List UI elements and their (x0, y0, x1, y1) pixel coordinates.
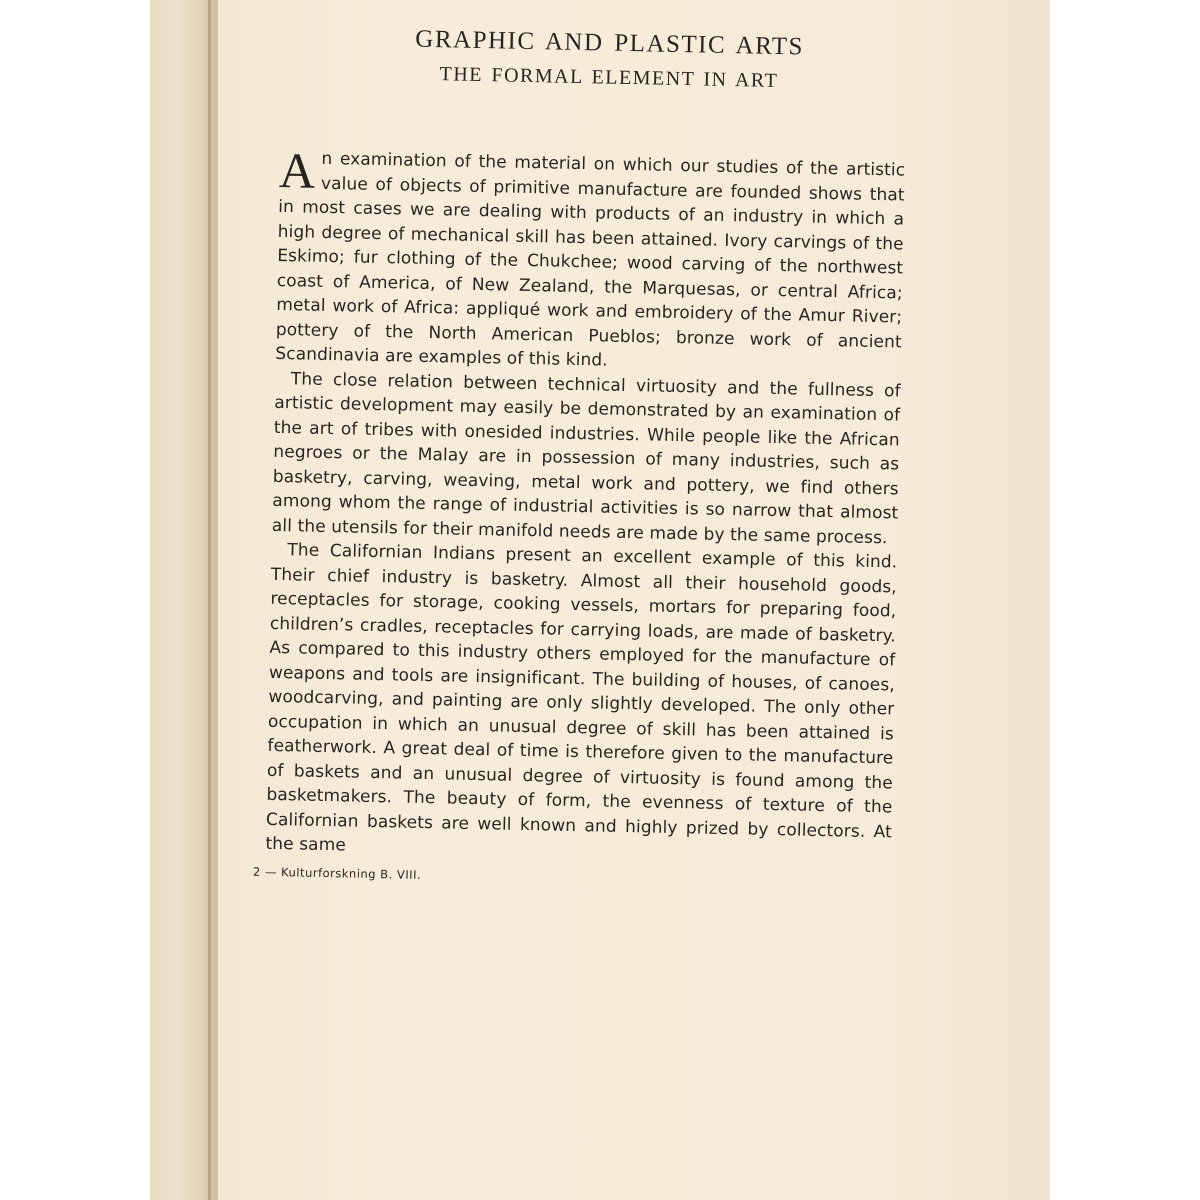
page-footer: 2 — Kulturforskning B. VIII. (252, 864, 422, 882)
page-text (252, 22, 908, 891)
body-text (265, 141, 906, 869)
page-heading (311, 23, 908, 97)
paragraph-3: The Californian Indians present an excellent example of this kind. Their chief industry is basketry. Almost all their household goods, receptacles for storage, cooking vessels, mortars for preparing food, children’s cradles, receptacles for carrying loads, are made of basketry. As compared to this industry others employed for the manufacture of weapons and tools are insignificant. The building of houses, of canoes, woodcarving, and painting are only slightly developed. The only other occupation in which an unusual degree of skill has been attained is featherwork. A great deal of time is therefore given to the manufacture of baskets and an unusual degree of virtuosity is found among the basketmakers. The beauty of form, the evenness of texture of the Californian baskets are well known and highly prized by collectors. At the same (265, 540, 898, 856)
paragraph-1 (275, 141, 906, 379)
background (1050, 0, 1200, 1200)
page-title: GRAPHIC AND PLASTIC ARTS (415, 25, 805, 61)
drop-cap: A (278, 141, 316, 199)
page-edge (150, 0, 218, 1200)
page-subtitle: THE FORMAL ELEMENT IN ART (439, 63, 779, 92)
paragraph-1-text: n examination of the material on which our studies of the artistic value of objects of primitive manufacture are founded shows that in most cases we are dealing with products of an industry in which a high degree of mechanical skill has been attained. Ivory carvings of the Eskimo; fur clothing of the Chukchee; wood carving of the northwest coast of America, of New Zealand, the Marquesas, or central Africa; metal work of Africa: appliqué work and embroidery of the Amur River; pottery of the North American Pueblos; bronze work of ancient Scandinavia are examples of this kind. (275, 148, 906, 371)
paragraph-2: The close relation between technical virtuosity and the fullness of artistic development may easily be demonstrated by an examination of the art of tribes with onesided industries. While people like the African negroes or the Malay are in possession of many industries, such as basketry, carving, weaving, metal work and pottery, we find others among whom the range of industrial activities is so narrow that almost all the utensils for their manifold needs are made by the same process. (271, 368, 901, 548)
